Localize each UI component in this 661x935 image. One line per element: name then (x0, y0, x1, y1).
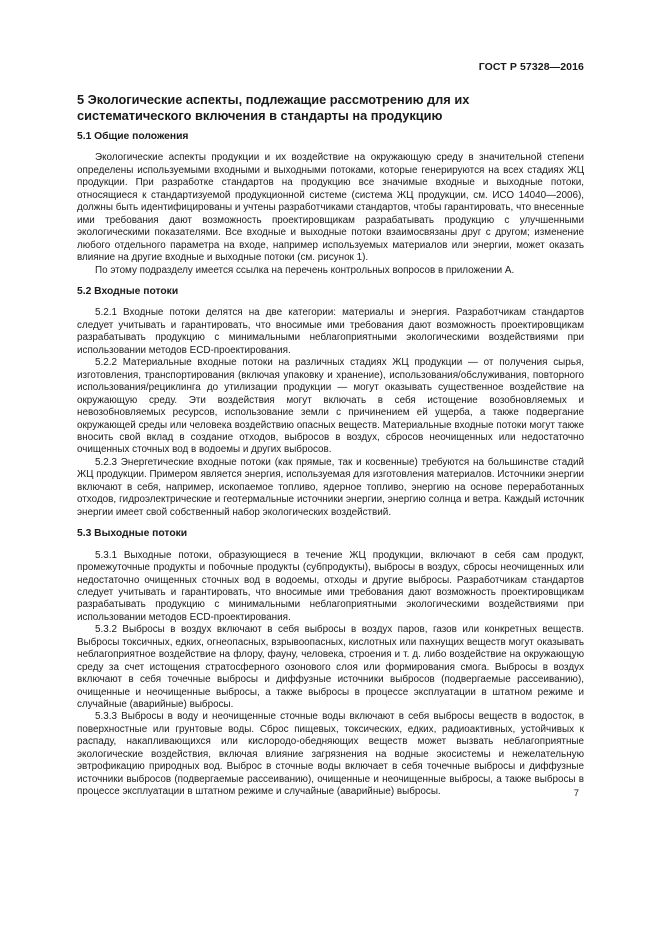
paragraph-5-2-2: 5.2.2 Материальные входные потоки на различных стадиях ЖЦ продукции — от получения сырья, изготовления, транспортирования (включая упаковку и хранение), использования/обслуживания, повторного использования/рециклинга до утилизации продукции — могут оказывать существенное воздействие на окружающую среду. Эти воздействия могут включать в себя истощение возобновляемых и невозобновляемых ресурсов, использование земли с причинением ей ущерба, а также подвергание окружающей среды или человека воздействию опасных веществ. Материальные входные потоки могут также вносить свой вклад в создание отходов, выбросов в воздух, сбросов неочищенных или недостаточно очищенных сточных вод в водоемы и других выбросов. (77, 357, 584, 456)
paragraph-5-2-3: 5.2.3 Энергетические входные потоки (как прямые, так и косвенные) требуются на большинстве стадий ЖЦ продукции. Примером является энергия, используемая для изготовления материалов. Источники энергии включают в себя, например, ископаемое топливо, ядерное топливо, энергию на основе переработанных отходов, гидроэлектрические и геотермальные источники энергии, энергию солнца и ветра. Каждый источник энергии имеет свой собственный набор экологических воздействий. (77, 456, 584, 518)
spacer (77, 519, 584, 528)
spacer (77, 277, 584, 286)
subsection-heading-5-2: 5.2 Входные потоки (77, 285, 179, 297)
paragraph-5-3-2: 5.3.2 Выбросы в воздух включают в себя выбросы в воздух паров, газов или конкретных веществ. Выбросы токсичных, едких, огнеопасных, взрывоопасных, кислотных или пахнущих веществ могут оказывать неблагоприятное воздействие на флору, фауну, человека, строения и т. д. либо воздействие на окружающую среду за счет истощения стратосферного озонового слоя или формирования смога. Выбросы в воздух включают в себя точечные выбросы и диффузные источники выбросов (подвергаемые рассеиванию), очищенные и неочищенные выбросы, а также выбросы в процессе эксплуатации в штатном режиме и случайные (аварийные) выбросы. (77, 624, 584, 711)
section-body (77, 131, 584, 799)
subsection-heading-5-3: 5.3 Выходные потоки (77, 528, 188, 540)
section-title (77, 92, 597, 124)
standard-designation: ГОСТ Р 57328—2016 (478, 61, 584, 73)
section-title-line2: систематического включения в стандарты на продукцию (77, 108, 443, 123)
section-title-line1: 5 Экологические аспекты, подлежащие рассмотрению для их (77, 92, 470, 107)
page-number: 7 (573, 788, 579, 799)
paragraph-5-1-b: По этому подразделу имеется ссылка на перечень контрольных вопросов в приложении А. (95, 264, 515, 276)
subsection-heading-5-1: 5.1 Общие положения (77, 131, 189, 142)
paragraph-5-3-1: 5.3.1 Выходные потоки, образующиеся в течение ЖЦ продукции, включают в себя сам продукт, промежуточные продукты и побочные продукты (субпродукты), выбросы в воздух, сбросы неочищенных или недостаточно очищенных сточных вод в водоемы, отходы и другие выбросы. Разработчикам стандартов следует учитывать и гарантировать, что вносимые ими требования дают возможность проектировщикам разрабатывать продукцию с минимальными неблагоприятными экологическими воздействиями при использовании методов ECD-проектирования. (77, 549, 584, 623)
paragraph-5-3-3: 5.3.3 Выбросы в воду и неочищенные сточные воды включают в себя выбросы веществ в водосток, в поверхностные или грунтовые воды. Сброс пищевых, токсических, едких, радиоактивных, устойчивых к распаду, накапливающихся или кислородо-обедняющих веществ может вызвать неблагоприятные экологические воздействия, включая влияние загрязнения на водные экосистемы и нежелательную эвтрофикацию природных вод. Выброс в сточные воды включает в себя точечные выбросы и диффузные источники выбросов (подвергаемые рассеиванию), очищенные и неочищенные выбросы, а также выбросы в процессе эксплуатации в штатном режиме и случайные (аварийные) выбросы. (77, 711, 584, 798)
paragraph-5-1-a: Экологические аспекты продукции и их воздействие на окружающую среду в значительной степени определены используемыми входными и выходными потоками, которые генерируются на всех стадиях ЖЦ продукции. При разработке стандартов на продукцию все значимые входные и выходные потоки, относящиеся к стандартизуемой продукционной системе (система ЖЦ продукции, см. ИСО 14040—2006), должны быть идентифицированы и учтены разработчиками стандартов, чтобы гарантировать, что внесенные ими требования дают возможность проектировщикам разрабатывать продукцию с улучшенными экологическими показателями. Все входные и выходные потоки взаимосвязаны друг с другом; изменение любого отдельного параметра на входе, например используемых материалов или энергии, может оказать влияние на другие входные и выходные потоки (см. рисунок 1). (77, 152, 584, 264)
paragraph-5-2-1: 5.2.1 Входные потоки делятся на две категории: материалы и энергия. Разработчикам стандартов следует учитывать и гарантировать, что вносимые ими требования дают возможность проектировщикам разрабатывать продукцию с минимальными неблагоприятными экологическими воздействиями при использовании методов ECD-проектирования. (77, 307, 584, 356)
